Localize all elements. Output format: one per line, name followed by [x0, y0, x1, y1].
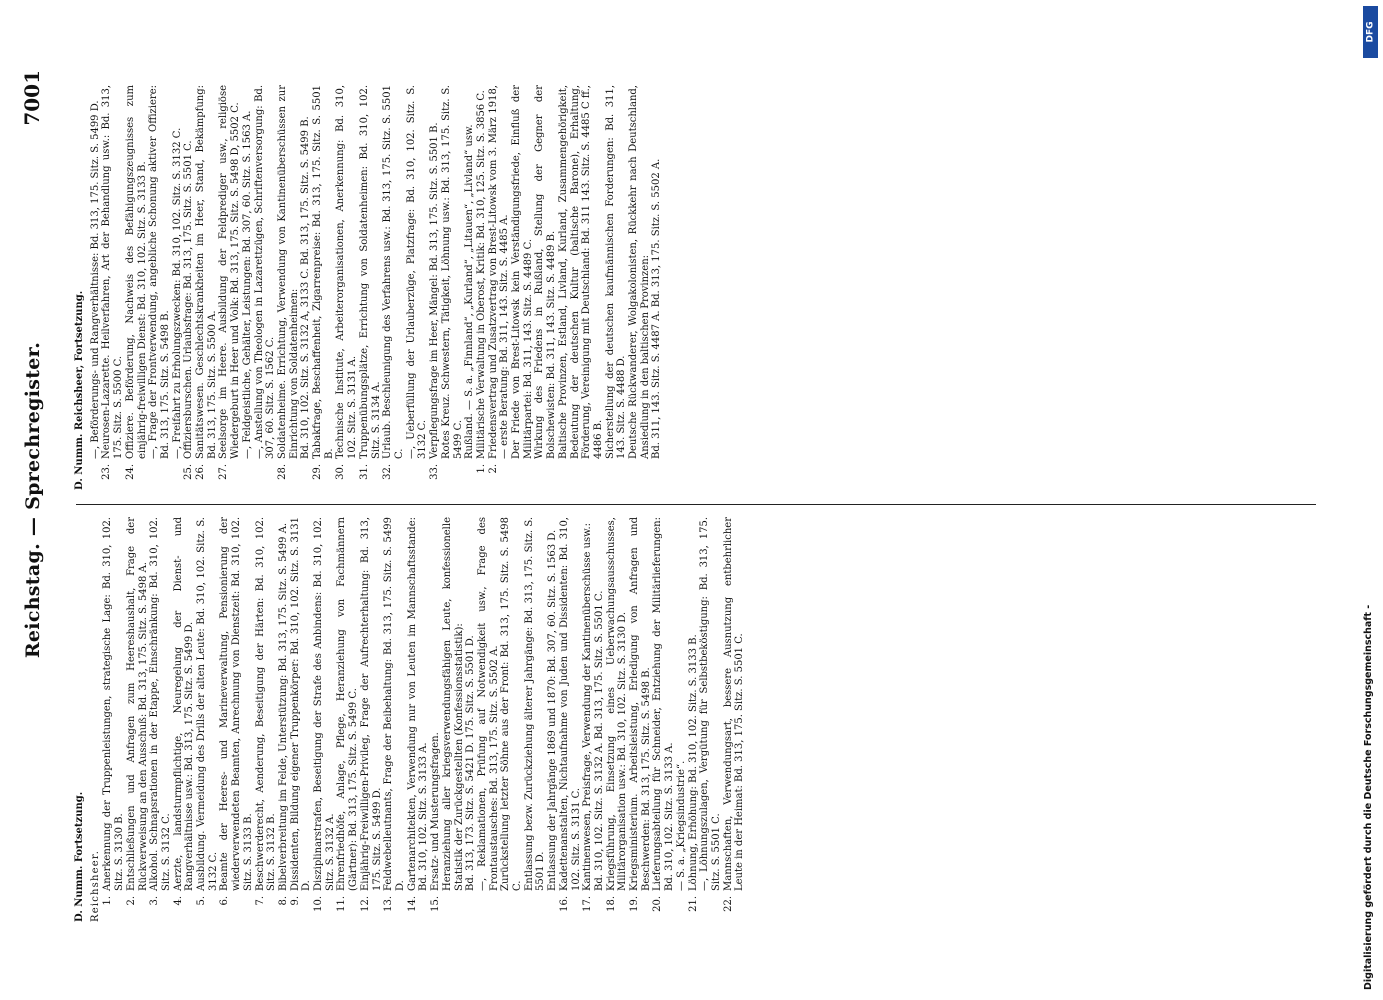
digitization-margin — [1359, 0, 1383, 1000]
entry-text: Bd. 313, 173. Sitz. S. 5421 D. 175. Sitz. S. 5501 D. — [465, 635, 477, 891]
entry-number: 20. — [652, 896, 664, 912]
register-entry — [255, 517, 278, 922]
register-entry — [465, 517, 477, 922]
entry-text: Wirkung des Friedens in Rußland, Stellung der Gegner der Bolschewisten: Bd. 311, 143. Sitz. S. 4489 B. — [534, 85, 558, 459]
entry-text: Kadettenanstalten, Nichtaufnahme von Juden und Dissidenten: Bd. 310, 102. Sitz. S. 3131 C. — [558, 517, 582, 891]
register-entry — [441, 85, 464, 490]
register-entry — [488, 85, 511, 490]
register-entry — [382, 85, 405, 490]
entry-text: Seelsorge im Heere. Ausbildung der Feldprediger usw., religiöse Wiedergeburt in Heer und Volk: Bd. 313, 175. Sitz. S. 5498 D, 5502 C. — [218, 85, 242, 459]
entry-text: —, Löhnungszulagen, Vergütung für Selbstbeköstigung: Bd. 313, 175. Sitz. S. 5501 C. — [699, 517, 722, 891]
register-entry — [101, 85, 124, 490]
register-entry — [606, 517, 629, 922]
register-entry — [699, 517, 722, 922]
right-column — [74, 85, 1314, 490]
digitization-note: Digitalisierung gefördert durch die Deutsche Forschungsgemeinschaft - — [1363, 604, 1374, 990]
entry-number: 6. — [219, 896, 231, 906]
entry-text: Gartenarchitekten, Verwendung nur von Leuten im Mannschaftsstande: Bd. 310, 102. Sitz. S. 3133 A. — [406, 517, 430, 891]
entry-number: 21. — [687, 896, 699, 912]
register-entry — [476, 85, 488, 490]
register-entry — [547, 517, 559, 922]
page-header — [14, 70, 54, 930]
register-entry — [312, 85, 335, 490]
register-entry — [605, 85, 628, 490]
entry-text: Friedensvertrag und Zusatzvertrag von Brest-Litowsk vom 3. März 1918, — erste Beratung: Bd. 311, 143. Sitz. S. 4485 A. — [487, 85, 511, 459]
entry-text: —, Beförderungs- und Rangverhältnisse: Bd. 313, 175. Sitz. S. 5499 D. — [89, 100, 101, 459]
entry-number: 31. — [358, 464, 370, 480]
register-entry — [383, 517, 406, 922]
register-entry — [173, 517, 196, 922]
entry-text: Entschließungen und Anfragen zum Heereshaushalt, Frage der Rückverweisung an den Ausschuß: Bd. 313, 175. Sitz. S. 5498 A. — [125, 517, 149, 891]
register-entry — [360, 517, 383, 922]
entry-text: Entlassung der Jahrgänge 1869 und 1870: Bd. 307, 60. Sitz. S. 1563 D. — [547, 529, 559, 891]
entry-number: 13. — [383, 896, 395, 912]
register-entry — [218, 85, 241, 490]
entry-number: 30. — [335, 464, 347, 480]
entry-text: Dissidenten, Bildung eigener Truppenkörper: Bd. 310, 102. Sitz. S. 3131 D. — [289, 517, 313, 891]
entry-text: Ersatz- und Musterungsfragen. — [430, 732, 442, 891]
register-entry — [277, 85, 300, 490]
entry-text: Sanitätswesen. Geschlechtskrankheiten im Heer, Stand, Bekämpfung: Bd. 313, 175. Sitz. S. 5500 A. — [195, 85, 218, 459]
page-number: 7001 — [20, 70, 44, 126]
entry-text: Bibelverbreitung im Felde, Unterstützung: Bd. 313, 175. Sitz. S. 5499 A. — [277, 522, 289, 891]
entry-text: Bd. 311, 143. Sitz. S. 4487 A. Bd. 313, 175. Sitz. S. 5502 A. — [651, 158, 663, 459]
entry-text: Heranziehung aller kriegsverwendungsfähigen Leute, konfessionelle Statistik der Zurückgestellten (Konfessionsstatistik): — [441, 517, 465, 891]
entry-text: Rußland. — S. a. „Finnland“, „Kurland“, „Litauen“, „Livland“ usw. — [464, 124, 476, 459]
entry-text: Ehrenfriedhöfe, Anlage, Pflege, Heranziehung von Fachmännern (Gärtner): Bd. 313, 175. Sitz. S. 5499 C. — [336, 517, 360, 891]
entry-text: Alkohol. Schnapsrationen in der Etappe, Einschränkung: Bd. 310, 102. Sitz. S. 3132 C. — [149, 517, 172, 891]
entry-number: 9. — [289, 896, 301, 906]
register-entry — [172, 85, 184, 490]
register-entry — [300, 85, 312, 490]
register-entry — [335, 85, 358, 490]
entry-number: 26. — [195, 464, 207, 480]
entry-text: Verpflegungsfrage im Heer, Mängel: Bd. 313, 175. Sitz. S. 5501 B. — [429, 122, 441, 459]
register-entry — [582, 517, 594, 922]
entry-text: Rotes Kreuz. Schwestern, Tätigkeit, Löhnung usw.: Bd. 313, 175. Sitz. S. 5499 C. — [440, 85, 464, 459]
entry-number: 23. — [101, 464, 113, 480]
entry-text: Baltische Provinzen, Estland, Livland, Kurland, Zusammengehörigkeit, Bedeutung der deutschen Kultur (baltische Barone), Erhaltung, Förderung, Vereinigung mit Deutschland: Bd. 311 143. Sitz. S. 4485 C ff., 4486 B. — [557, 85, 604, 459]
register-entry — [148, 85, 171, 490]
register-entry — [278, 517, 290, 922]
entry-number: 5. — [196, 896, 208, 906]
entry-number: 14. — [406, 896, 418, 912]
entry-text: Einjährig-Freiwilligen-Privileg, Frage der Aufrechterhaltung: Bd. 313, 175. Sitz. S. 5499 D. — [359, 517, 383, 891]
register-entry — [688, 517, 700, 922]
entry-number: 22. — [722, 896, 734, 912]
entry-number: 32. — [382, 464, 394, 480]
section-heading: Reichsheer. — [89, 849, 101, 922]
entry-number: 15. — [430, 896, 442, 912]
dfg-logo: DFG — [1363, 6, 1378, 58]
entry-number: 16. — [558, 896, 570, 912]
register-entry — [442, 517, 465, 922]
register-entry — [628, 85, 651, 490]
register-entry — [313, 517, 336, 922]
entry-text: —, Frage der Frontverwendung, angebliche Schonung aktiver Offiziere: Bd. 313, 175. Sitz. S. 5498 B. — [148, 85, 171, 459]
entry-text: —, Anstellung von Theologen in Lazarettzügen, Schriftenversorgung: Bd. 307, 60. Sitz. S. 1562 C. — [253, 85, 277, 459]
entry-text: Militärische Verwaltung in Oberost, Kritik: Bd. 310, 125. Sitz. S. 3856 C. — [475, 90, 487, 459]
left-column — [74, 517, 1314, 922]
entry-number: 18. — [605, 896, 617, 912]
register-entry — [430, 517, 442, 922]
entry-number: 1. — [475, 464, 487, 474]
left-column-head: D. Numm. Fortsetzung. — [74, 791, 85, 922]
register-entry — [102, 517, 125, 922]
register-entry — [254, 85, 277, 490]
entry-text: Neurosen-Lazarette. Heilverfahren, Art der Behandlung usw.: Bd. 313, 175. Sitz. S. 5500 C. — [101, 85, 125, 459]
register-entry — [558, 85, 605, 490]
entry-number: 8. — [277, 896, 289, 906]
entry-number: 2. — [487, 464, 499, 474]
register-entry — [524, 517, 547, 922]
entry-text: Technische Institute, Arbeiterorganisationen, Anerkennung: Bd. 310, 102. Sitz. S. 3131 A. — [335, 85, 359, 459]
entry-text: Beschwerderecht, Aenderung, Beseitigung der Härten: Bd. 310, 102. Sitz. S. 3132 B. — [254, 517, 278, 891]
register-entry — [464, 85, 476, 490]
entry-text: Kantinenwesen, Preisfrage, Verwendung der Kantinenüberschüsse usw.: — [582, 522, 594, 891]
register-entry — [429, 85, 441, 490]
entry-text: Kriegsführung, Einsetzung eines Ueberwachungsausschusses, Militärorganisation usw.: Bd. 310, 102. Sitz. S. 3130 D. — [605, 517, 629, 891]
register-entry — [559, 517, 582, 922]
entry-text: Feldwebelleutnants, Frage der Beibehaltung: Bd. 313, 175. Sitz. S. 5499 D. — [383, 517, 406, 891]
entry-text: Anerkennung der Truppenleistungen, strategische Lage: Bd. 310, 102. Sitz. S. 3130 B. — [102, 517, 126, 891]
register-entry — [629, 517, 652, 922]
entry-number: 2. — [125, 896, 137, 906]
entry-text: Disziplinarstrafen, Beseitigung der Strafe des Anbindens: Bd. 310, 102. Sitz. S. 3132 A. — [313, 517, 336, 891]
entry-number: 11. — [336, 896, 348, 912]
entry-text: Truppenübungsplätze, Errichtung von Soldatenheimen: Bd. 310, 102. Sitz. S. 3134 A. — [358, 85, 382, 459]
entry-text: —, Feldgeistliche, Gehälter, Leistungen: Bd. 307, 60. Sitz. S. 1563 A. — [241, 110, 253, 459]
entry-text: Deutsche Rückwanderer, Wolgakolonisten, Rückkehr nach Deutschland, Ansiedlung in den baltischen Provinzen: — [628, 85, 651, 459]
entry-text: — S. a. „Kriegsindustrie“. — [675, 760, 687, 891]
register-entry — [125, 85, 148, 490]
entry-text: Aerzte, landsturmpflichtige, Neuregelung der Dienst- und Rangverhältnisse usw.: Bd. 313, 175. Sitz. S. 5499 D. — [172, 517, 196, 891]
register-entry — [336, 517, 359, 922]
entry-text: Ausbildung. Vermeidung des Drills der alten Leute: Bd. 310, 102. Sitz. S. 3132 C. — [196, 517, 219, 891]
register-entry — [219, 517, 254, 922]
entry-number: 4. — [172, 896, 184, 906]
register-entry — [594, 517, 606, 922]
entry-number: 1. — [102, 896, 114, 906]
register-entry — [149, 517, 172, 922]
entry-number: 17. — [582, 896, 594, 912]
entry-text: Beamte der Heeres- und Marineverwaltung, Pensionierung der wiederverwendeten Beamten, Anrechnung von Dienstzeit: Bd. 310, 102. Sitz. S. 3133 B. — [219, 517, 254, 891]
entry-text: Entlassung bezw. Zurückziehung älterer Jahrgänge: Bd. 313, 175. Sitz. S. 5501 D. — [523, 517, 547, 891]
right-entry-list — [90, 85, 663, 490]
entry-text: Offiziere. Beförderung, Nachweis des Befähigungszeugnisses zum einjährig-freiwilligen Dienst: Bd. 310, 102. Sitz. S. 3133 B. — [124, 85, 148, 459]
entry-text: Sicherstellung der deutschen kaufmännischen Forderungen: Bd. 311, 143. Sitz. S. 4488 D. — [604, 85, 628, 459]
entry-text: Der Friede von Brest-Litowsk kein Verständigungsfriede, Einfluß der Militärpartei: Bd. 311, 143. Sitz. S. 4489 C. — [511, 85, 534, 459]
entry-text: Zurückstellung letzter Söhne aus der Front: Bd. 313, 175. Sitz. S. 5498 C. — [500, 517, 524, 891]
entry-number: 33. — [429, 464, 441, 480]
register-entry — [500, 517, 523, 922]
entry-number: 27. — [218, 464, 230, 480]
column-divider — [76, 504, 1316, 505]
entry-text: Soldatenheime. Errichtung, Verwendung von Kantinenüberschüssen zur Einrichtung von Soldatenheimen: — [276, 85, 300, 459]
register-entry — [90, 85, 102, 490]
entry-number: 24. — [124, 464, 136, 480]
entry-text: Kriegsministerium. Arbeitsleistung, Erledigung von Anfragen und Beschwerden: Bd. 313, 175. Sitz. S. 5498 B. — [629, 517, 652, 891]
register-entry — [676, 517, 688, 922]
entry-text: —, Reklamationen, Prüfung auf Notwendigkeit usw., Frage des Frontaustausches: Bd. 313, 175. Sitz. S. 5502 A. — [476, 517, 500, 891]
entry-text: Bd. 310, 102. Sitz. S. 3132 A, 3133 C. Bd. 313, 175. Sitz. S. 5499 B. — [300, 116, 312, 459]
entry-number: 10. — [313, 896, 325, 912]
entry-number: 29. — [312, 464, 324, 480]
entry-text: Tabakfrage, Beschaffenheit, Zigarrenpreise: Bd. 313, 175. Sitz. S. 5501 B. — [312, 85, 335, 459]
left-entry-list — [102, 517, 746, 922]
register-entry — [196, 517, 219, 922]
entry-number: 28. — [276, 464, 288, 480]
register-entry — [534, 85, 557, 490]
register-entry — [183, 85, 195, 490]
register-entry — [652, 517, 675, 922]
entry-number: 12. — [359, 896, 371, 912]
register-entry — [407, 517, 430, 922]
entry-text: Löhnung, Erhöhung: Bd. 310, 102. Sitz. S. 3133 B. — [687, 634, 699, 891]
entry-text: Bd. 310, 102. Sitz. S. 3132 A. Bd. 313, 175. Sitz. S. 5501 C. — [593, 590, 605, 891]
register-entry — [359, 85, 382, 490]
entry-text: Lieferungsabteilung für Schneider, Entziehung der Militärlieferungen: Bd. 310, 102. Sitz. S. 3133 A. — [652, 517, 676, 891]
page-title: Reichstag. — Sprechregister. — [22, 341, 44, 659]
register-entry — [242, 85, 254, 490]
register-entry — [651, 85, 663, 490]
entry-text: Urlaub. Beschleunigung des Verfahrens usw.: Bd. 313, 175. Sitz. S. 5501 C. — [382, 85, 405, 459]
register-entry — [511, 85, 534, 490]
entry-number: 3. — [149, 896, 161, 906]
right-column-head: D. Numm. Reichsheer, Fortsetzung. — [74, 290, 85, 490]
register-entry — [290, 517, 313, 922]
entry-number: 25. — [183, 464, 195, 480]
register-entry — [195, 85, 218, 490]
entry-text: —, Ueberfüllung der Urlauberzüge, Platzfrage: Bd. 310, 102. Sitz. S. 3132 C. — [405, 85, 429, 459]
entry-number: 19. — [629, 896, 641, 912]
entry-number: 7. — [254, 896, 266, 906]
register-entry — [406, 85, 429, 490]
register-entry — [723, 517, 746, 922]
register-entry — [126, 517, 149, 922]
entry-text: Mannschaften, Verwendungsart, bessere Ausnutzung entbehrlicher Leute in der Heimat: Bd. 313, 175. Sitz. S. 5501 C. — [722, 517, 746, 891]
entry-text: Offiziersburschen. Urlaubsfrage: Bd. 313, 175. Sitz. S. 5501 C. — [183, 140, 195, 459]
register-entry — [477, 517, 500, 922]
entry-text: —, Freifahrt zu Erholungszwecken: Bd. 310, 102. Sitz. S. 3132 C. — [171, 127, 183, 459]
